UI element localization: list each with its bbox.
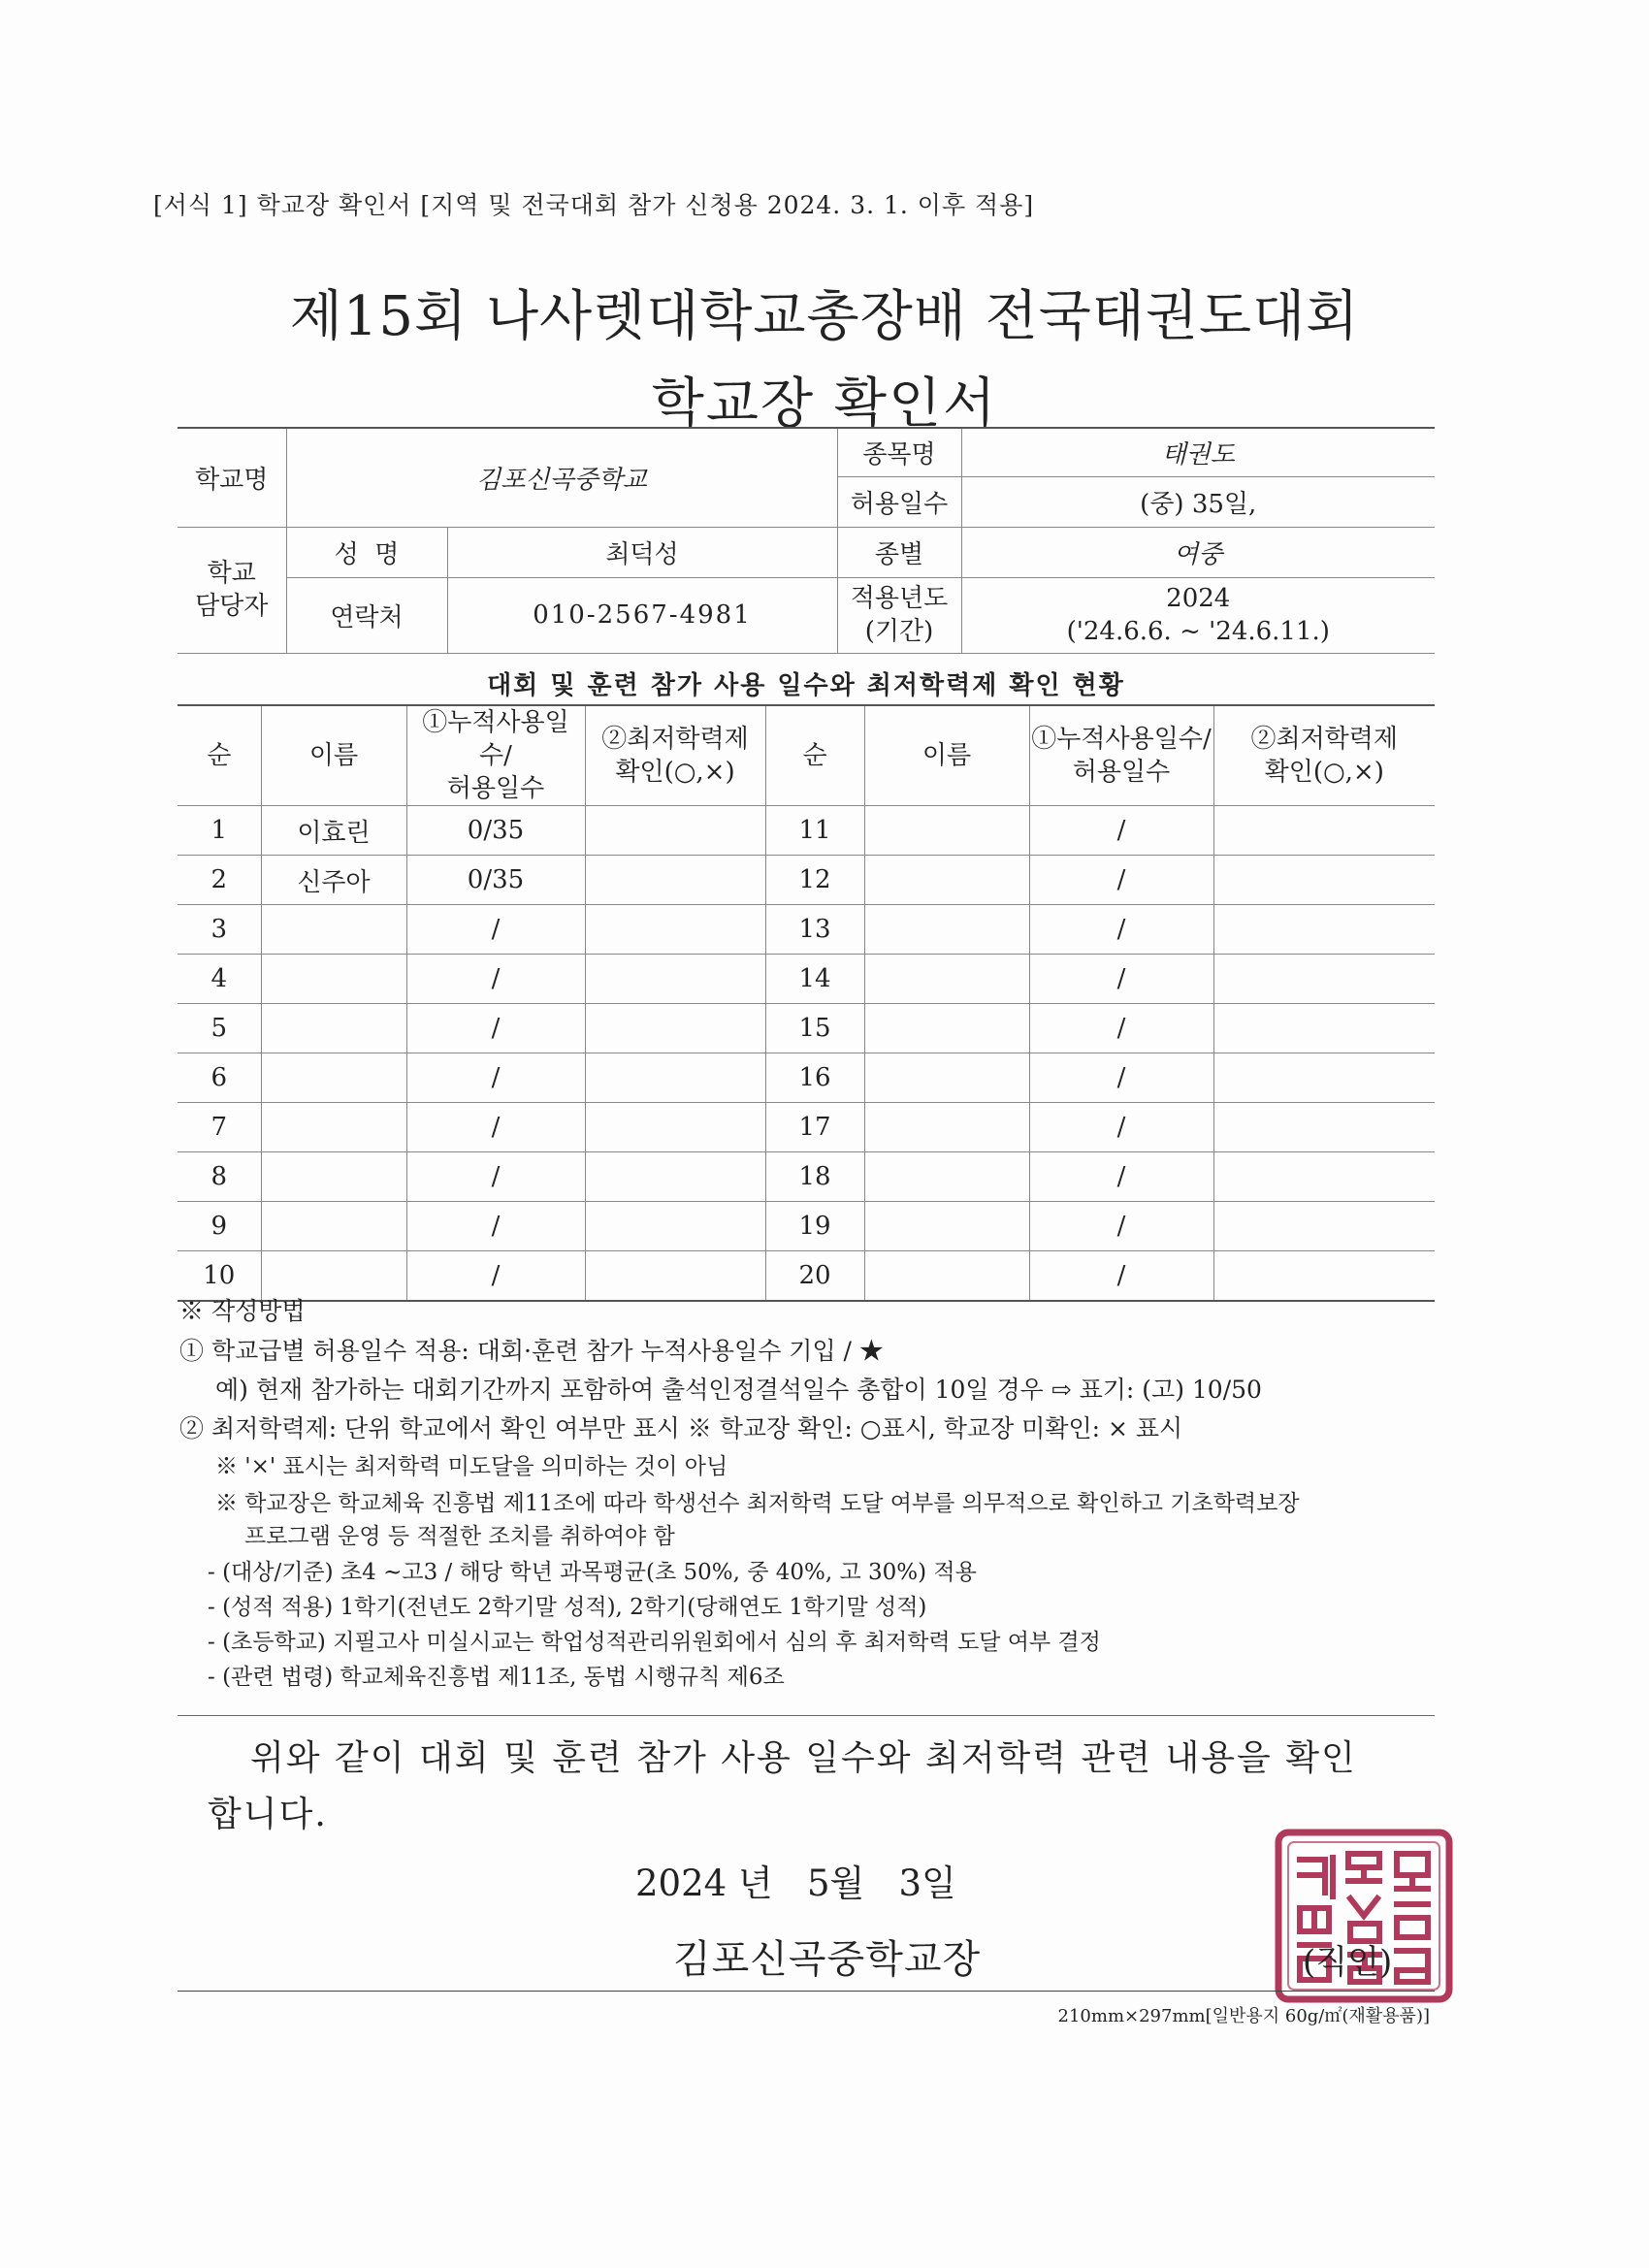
participant-name [261, 1103, 406, 1152]
table-row [178, 1152, 1435, 1202]
header-check: ②최저학력제 확인(○,×) [585, 705, 765, 806]
participant-days: / [1029, 1202, 1213, 1251]
note-item-2-note-2-cont: 프로그램 운영 등 적절한 조치를 취하여야 함 [244, 1524, 675, 1549]
table-row [178, 806, 1435, 856]
principal-title: 김포신곡중학교장 [673, 1937, 982, 1982]
participant-no: 5 [178, 1004, 261, 1053]
note-item-2-note-1: ※ '×' 표시는 최저학력 미도달을 의미하는 것이 아님 [215, 1454, 728, 1479]
participant-days: / [406, 955, 585, 1004]
participant-days: / [1029, 1251, 1213, 1302]
participant-days: / [1029, 1152, 1213, 1202]
participant-name [864, 806, 1029, 856]
participant-check [1213, 1103, 1435, 1152]
note-dash-4: - (관련 법령) 학교체육진흥법 제11조, 동법 시행규칙 제6조 [208, 1665, 785, 1690]
paper-spec: 210mm×297mm[일반용지 60g/㎡(재활용품)] [1057, 2006, 1430, 2026]
participant-no: 19 [765, 1202, 864, 1251]
participant-name: 신주아 [261, 856, 406, 905]
header-no: 순 [765, 705, 864, 806]
participant-no: 18 [765, 1152, 864, 1202]
contact-phone-value: 010-2567-4981 [447, 577, 837, 653]
school-name-value: 김포신곡중학교 [286, 428, 837, 527]
participant-days: / [1029, 905, 1213, 955]
participant-check [585, 1202, 765, 1251]
note-dash-1: - (대상/기준) 초4 ~고3 / 해당 학년 과목평균(초 50%, 중 40%, 고 30%) 적용 [208, 1560, 977, 1585]
participant-days: / [1029, 856, 1213, 905]
participant-no: 17 [765, 1103, 864, 1152]
participant-no: 13 [765, 905, 864, 955]
participant-check [1213, 1004, 1435, 1053]
participant-days: / [406, 1103, 585, 1152]
participant-name [864, 1251, 1029, 1302]
declaration-line-2: 합니다. [208, 1795, 328, 1834]
participant-name: 이효린 [261, 806, 406, 856]
participant-no: 10 [178, 1251, 261, 1302]
participant-name [864, 1103, 1029, 1152]
participant-name [261, 1004, 406, 1053]
participant-no: 20 [765, 1251, 864, 1302]
participant-check [585, 806, 765, 856]
participant-check [1213, 1053, 1435, 1103]
participants-table [178, 704, 1435, 1302]
participant-check [585, 1152, 765, 1202]
document-subtitle: 학교장 확인서 [651, 373, 998, 436]
participant-no: 9 [178, 1202, 261, 1251]
category-label: 종별 [837, 527, 961, 577]
participant-days: 0/35 [406, 856, 585, 905]
contact-phone-label: 연락처 [286, 577, 447, 653]
issue-date: 2024 년 5월 3일 [635, 1863, 956, 1904]
participant-no: 8 [178, 1152, 261, 1202]
participant-days: / [1029, 1053, 1213, 1103]
event-value: 태권도 [961, 428, 1435, 476]
allowed-days-label: 허용일수 [837, 476, 961, 527]
participant-check [1213, 1202, 1435, 1251]
participant-no: 2 [178, 856, 261, 905]
participant-name [261, 1152, 406, 1202]
declaration-line-1: 위와 같이 대회 및 훈련 참가 사용 일수와 최저학력 관련 내용을 확인 [250, 1738, 1357, 1778]
participant-days: / [406, 1152, 585, 1202]
participant-check [1213, 955, 1435, 1004]
table-row [178, 1103, 1435, 1152]
category-value: 여중 [961, 527, 1435, 577]
participant-check [585, 1103, 765, 1152]
school-info-table [178, 427, 1435, 654]
participant-days: / [406, 1202, 585, 1251]
participant-no: 14 [765, 955, 864, 1004]
note-item-1: ① 학교급별 허용일수 적용: 대회·훈련 참가 누적사용일수 기입 / ★ [179, 1337, 884, 1365]
status-heading: 대회 및 훈련 참가 사용 일수와 최저학력제 확인 현황 [487, 671, 1125, 700]
header-days: ①누적사용일수/ 허용일수 [1029, 705, 1213, 806]
participant-name [261, 905, 406, 955]
participant-check [585, 1053, 765, 1103]
table-row [178, 955, 1435, 1004]
participant-no: 6 [178, 1053, 261, 1103]
table-row [178, 856, 1435, 905]
participant-name [864, 856, 1029, 905]
participant-name [864, 955, 1029, 1004]
table-row [178, 1202, 1435, 1251]
header-check: ②최저학력제 확인(○,×) [1213, 705, 1435, 806]
participant-check [1213, 1251, 1435, 1302]
notes-heading: ※ 작성방법 [179, 1297, 306, 1325]
contact-name-label: 성 명 [286, 527, 447, 577]
applied-year-value: 2024 [1166, 584, 1231, 613]
table-row [178, 1251, 1435, 1302]
participant-no: 12 [765, 856, 864, 905]
participant-check [1213, 905, 1435, 955]
note-dash-3: - (초등학교) 지필고사 미실시교는 학업성적관리위원회에서 심의 후 최저학력 도달 여부 결정 [208, 1630, 1101, 1655]
header-days: ①누적사용일수/ 허용일수 [406, 705, 585, 806]
participant-name [864, 905, 1029, 955]
participant-days: / [406, 1004, 585, 1053]
document-title: 제15회 나사렛대학교총장배 전국태권도대회 [289, 285, 1360, 348]
header-no: 순 [178, 705, 261, 806]
divider [178, 1715, 1435, 1716]
participant-name [261, 1251, 406, 1302]
participants-body [178, 806, 1435, 1302]
participant-check [1213, 1152, 1435, 1202]
applied-year-label: 적용년도 (기간) [837, 577, 961, 653]
participant-no: 4 [178, 955, 261, 1004]
form-label: [서식 1] 학교장 확인서 [지역 및 전국대회 참가 신청용 2024. 3. 1. 이후 적용] [153, 191, 1035, 219]
participant-check [585, 1251, 765, 1302]
table-row [178, 1053, 1435, 1103]
participant-no: 3 [178, 905, 261, 955]
participant-days: / [406, 905, 585, 955]
participant-days: / [1029, 1004, 1213, 1053]
allowed-days-value: (중) 35일, [961, 476, 1435, 527]
participant-name [864, 1202, 1029, 1251]
participant-name [864, 1004, 1029, 1053]
participant-days: / [1029, 955, 1213, 1004]
note-dash-2: - (성적 적용) 1학기(전년도 2학기말 성적), 2학기(당해연도 1학기말 성적) [208, 1595, 927, 1620]
participant-name [864, 1053, 1029, 1103]
participant-name [261, 1202, 406, 1251]
participant-no: 11 [765, 806, 864, 856]
participant-check [585, 955, 765, 1004]
participant-name [261, 1053, 406, 1103]
participant-check [585, 905, 765, 955]
participant-no: 16 [765, 1053, 864, 1103]
contact-person-label: 학교 담당자 [178, 527, 286, 653]
participant-check [1213, 856, 1435, 905]
note-item-2: ② 최저학력제: 단위 학교에서 확인 여부만 표시 ※ 학교장 확인: ○표시, 학교장 미확인: × 표시 [179, 1414, 1183, 1442]
participant-days: / [406, 1053, 585, 1103]
contact-name-value: 최덕성 [447, 527, 837, 577]
participant-name [864, 1152, 1029, 1202]
participant-check [1213, 806, 1435, 856]
participant-days: / [1029, 806, 1213, 856]
school-name-label: 학교명 [178, 428, 286, 527]
participant-no: 1 [178, 806, 261, 856]
note-item-2-note-2: ※ 학교장은 학교체육 진흥법 제11조에 따라 학생선수 최저학력 도달 여부를 의무적으로 확인하고 기초학력보장 [215, 1491, 1300, 1516]
applied-period-value: ('24.6.6. ~ '24.6.11.) [1066, 617, 1330, 646]
participant-days: 0/35 [406, 806, 585, 856]
participant-name [261, 955, 406, 1004]
table-row [178, 905, 1435, 955]
seal-mark: (직인) [1303, 1943, 1393, 1982]
header-name: 이름 [864, 705, 1029, 806]
participant-days: / [1029, 1103, 1213, 1152]
participant-no: 7 [178, 1103, 261, 1152]
participant-no: 15 [765, 1004, 864, 1053]
event-label: 종목명 [837, 428, 961, 476]
participant-check [585, 856, 765, 905]
table-row [178, 1004, 1435, 1053]
header-name: 이름 [261, 705, 406, 806]
bottom-rule [178, 1991, 1435, 1992]
note-item-1-example: 예) 현재 참가하는 대회기간까지 포함하여 출석인정결석일수 총합이 10일 경우 ⇨ 표기: (고) 10/50 [215, 1376, 1262, 1404]
participant-check [585, 1004, 765, 1053]
applied-year-cell [961, 577, 1435, 653]
participant-days: / [406, 1251, 585, 1302]
